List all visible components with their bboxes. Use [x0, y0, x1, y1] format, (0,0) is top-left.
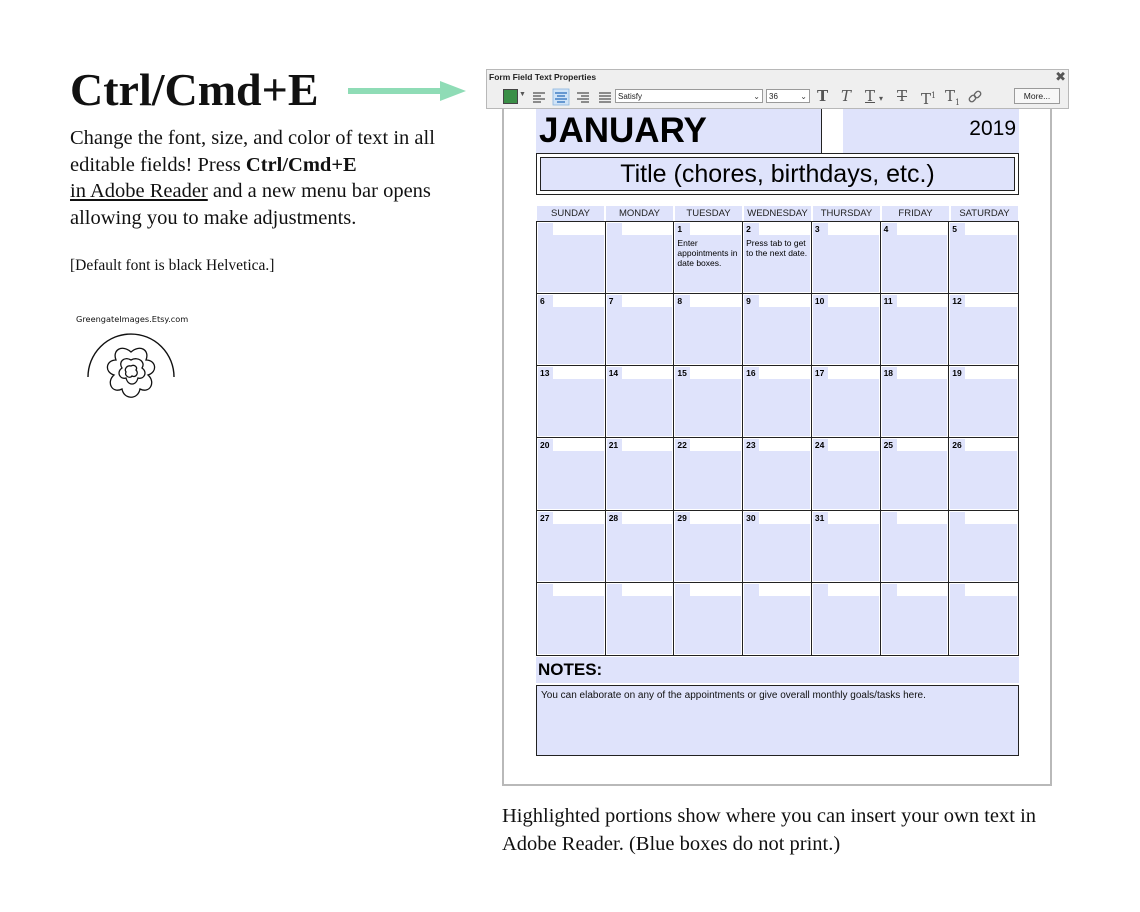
calendar-day-cell	[949, 511, 1018, 583]
weekday-monday: MONDAY	[606, 206, 673, 221]
calendar-day-cell	[743, 222, 812, 294]
underline-icon[interactable]: T	[865, 87, 876, 105]
appointment-field[interactable]	[882, 596, 948, 654]
month-field[interactable]	[536, 109, 822, 153]
appointment-field[interactable]	[675, 451, 741, 508]
appointment-field[interactable]	[950, 451, 1017, 508]
date-number-field[interactable]: 26	[950, 439, 965, 451]
appointment-field[interactable]	[538, 451, 604, 508]
appointment-field[interactable]	[675, 596, 741, 654]
calendar-day-cell	[537, 222, 606, 294]
weekday-tuesday: TUESDAY	[675, 206, 742, 221]
year-text: 2019	[969, 117, 1016, 140]
calendar-day-cell	[881, 294, 950, 366]
appointment-field[interactable]	[607, 307, 673, 364]
appointment-field[interactable]	[882, 307, 948, 364]
weekday-thursday: THURSDAY	[813, 206, 880, 221]
shortcut-bold: Ctrl/Cmd+E	[245, 153, 357, 176]
weekday-header-row	[536, 206, 1019, 221]
weekday-sunday: SUNDAY	[537, 206, 604, 221]
font-family-select[interactable]: Satisfy ⌄	[615, 89, 763, 103]
arrow-right-icon	[348, 80, 466, 102]
date-number-field[interactable]: 9	[744, 295, 759, 307]
appointment-field[interactable]	[744, 524, 810, 581]
appointment-field[interactable]	[607, 596, 673, 654]
align-left-icon[interactable]	[531, 89, 547, 105]
date-number-field[interactable]: 1	[675, 223, 690, 235]
appointment-field[interactable]	[538, 307, 604, 364]
calendar-day-cell	[537, 438, 606, 510]
logo-text: GreengateImages.Etsy.com	[76, 314, 189, 324]
calendar-day-cell	[881, 583, 950, 655]
calendar-day-cell	[949, 294, 1018, 366]
date-number-field[interactable]: 4	[882, 223, 897, 235]
date-number-field[interactable]	[813, 584, 828, 596]
date-number-field[interactable]	[744, 584, 759, 596]
date-number-field[interactable]: 17	[813, 367, 828, 379]
weekday-wednesday: WEDNESDAY	[744, 206, 811, 221]
appointment-field[interactable]	[675, 379, 741, 436]
bottom-caption: Highlighted portions show where you can insert your own text in Adobe Reader. (Blue boxes do not print.)	[502, 805, 1037, 855]
close-icon[interactable]: ✖	[1055, 69, 1066, 84]
date-number-field[interactable]: 5	[950, 223, 965, 235]
date-number-field[interactable]: 28	[607, 512, 622, 524]
date-number-field[interactable]: 12	[950, 295, 965, 307]
appointment-field[interactable]	[882, 451, 948, 508]
date-number-field[interactable]	[950, 584, 965, 596]
date-number-field[interactable]	[675, 584, 690, 596]
adobe-reader-link[interactable]: in Adobe Reader	[70, 180, 208, 202]
date-number-field[interactable]: 8	[675, 295, 690, 307]
appointment-field[interactable]: Enter appointments in date boxes.	[675, 235, 741, 292]
italic-icon[interactable]: T	[841, 87, 852, 105]
appointment-field[interactable]	[813, 235, 879, 292]
calendar-day-cell	[674, 583, 743, 655]
appointment-field[interactable]	[744, 307, 810, 364]
shortcut-heading: Ctrl/Cmd+E	[70, 64, 319, 115]
font-size-select[interactable]: 36 ⌄	[766, 89, 810, 103]
more-button[interactable]: More...	[1014, 88, 1060, 104]
appointment-field[interactable]: Press tab to get to the next date.	[744, 235, 810, 292]
calendar-day-cell	[949, 222, 1018, 294]
appointment-field[interactable]	[538, 596, 604, 654]
calendar-day-cell	[881, 438, 950, 510]
align-justify-icon[interactable]	[597, 89, 613, 105]
appointment-field[interactable]	[950, 596, 1017, 654]
calendar-day-cell	[743, 294, 812, 366]
calendar-day-cell	[949, 366, 1018, 438]
date-number-field[interactable]	[607, 584, 622, 596]
weekday-saturday: SATURDAY	[951, 206, 1018, 221]
date-number-field[interactable]: 10	[813, 295, 828, 307]
chevron-down-icon: ⌄	[753, 92, 760, 101]
calendar-grid	[536, 221, 1019, 656]
appointment-field[interactable]	[950, 524, 1017, 581]
appointment-field[interactable]	[607, 235, 673, 292]
calendar-day-cell	[743, 366, 812, 438]
calendar-day-cell	[606, 583, 675, 655]
strikethrough-icon[interactable]: T	[897, 87, 908, 105]
date-number-field[interactable]: 29	[675, 512, 690, 524]
appointment-field[interactable]	[882, 379, 948, 436]
date-number-field[interactable]: 27	[538, 512, 553, 524]
notes-text: You can elaborate on any of the appointments or give overall monthly goals/tasks here.	[541, 690, 926, 701]
appointment-field[interactable]	[950, 307, 1017, 364]
calendar-day-cell	[606, 294, 675, 366]
superscript-icon[interactable]: $T^1$	[921, 90, 937, 108]
date-number-field[interactable]: 22	[675, 439, 690, 451]
calendar-day-cell	[606, 222, 675, 294]
calendar-day-cell	[812, 294, 881, 366]
appointment-field[interactable]	[744, 379, 810, 436]
calendar-day-cell	[949, 438, 1018, 510]
date-number-field[interactable]: 25	[882, 439, 897, 451]
chevron-down-icon[interactable]: ▾	[879, 94, 884, 103]
notes-header	[536, 657, 1019, 683]
calendar-day-cell	[537, 511, 606, 583]
calendar-day-cell	[674, 294, 743, 366]
calendar-day-cell	[743, 583, 812, 655]
date-number-field[interactable]: 18	[882, 367, 897, 379]
align-right-icon[interactable]	[575, 89, 591, 105]
date-number-field[interactable]	[607, 223, 622, 235]
date-number-field[interactable]: 20	[538, 439, 553, 451]
calendar-day-cell	[743, 511, 812, 583]
calendar-day-cell	[674, 438, 743, 510]
calendar-day-cell	[812, 222, 881, 294]
text-color-swatch[interactable]	[503, 89, 518, 104]
appointment-field[interactable]	[607, 524, 673, 581]
calendar-day-cell	[812, 366, 881, 438]
appointment-field[interactable]	[882, 235, 948, 292]
notes-label: NOTES:	[538, 660, 603, 679]
date-number-field[interactable]: 23	[744, 439, 759, 451]
link-icon[interactable]	[967, 89, 983, 105]
calendar-day-cell	[606, 366, 675, 438]
year-field[interactable]	[843, 109, 1019, 153]
calendar-day-cell	[606, 511, 675, 583]
date-number-field[interactable]: 15	[675, 367, 690, 379]
appointment-field[interactable]	[607, 451, 673, 508]
date-number-field[interactable]: 6	[538, 295, 553, 307]
calendar-day-cell	[812, 511, 881, 583]
date-number-field[interactable]: 11	[882, 295, 897, 307]
weekday-friday: FRIDAY	[882, 206, 949, 221]
date-number-field[interactable]: 30	[744, 512, 759, 524]
notes-field[interactable]	[536, 685, 1019, 756]
date-number-field[interactable]: 21	[607, 439, 622, 451]
calendar-day-cell	[881, 511, 950, 583]
calendar-day-cell	[537, 366, 606, 438]
subscript-icon[interactable]: $T_1$	[945, 87, 961, 107]
date-number-field[interactable]: 13	[538, 367, 553, 379]
appointment-field[interactable]	[744, 596, 810, 654]
appointment-field[interactable]	[813, 524, 879, 581]
date-number-field[interactable]: 3	[813, 223, 828, 235]
default-font-note: [Default font is black Helvetica.]	[70, 257, 275, 274]
calendar-day-cell	[537, 583, 606, 655]
succulent-logo-icon	[76, 314, 189, 432]
appointment-field[interactable]	[744, 451, 810, 508]
chevron-down-icon[interactable]: ▼	[519, 91, 526, 98]
bold-icon[interactable]: T	[817, 87, 829, 105]
appointment-field[interactable]	[538, 379, 604, 436]
form-field-text-properties-toolbar	[486, 69, 1069, 109]
calendar-day-cell	[812, 583, 881, 655]
appointment-field[interactable]	[813, 451, 879, 508]
calendar-day-cell	[949, 583, 1018, 655]
calendar-day-cell	[743, 438, 812, 510]
date-number-field[interactable]	[538, 584, 553, 596]
appointment-field[interactable]	[538, 524, 604, 581]
date-number-field[interactable]: 16	[744, 367, 759, 379]
date-number-field[interactable]	[882, 512, 897, 524]
date-number-field[interactable]: 24	[813, 439, 828, 451]
calendar-day-cell	[812, 438, 881, 510]
appointment-field[interactable]	[882, 524, 948, 581]
appointment-field[interactable]	[813, 379, 879, 436]
chevron-down-icon: ⌄	[800, 92, 807, 101]
instructions-text: Change the font, size, and color of text in all editable fields! Press Ctrl/Cmd+E in Adobe Reader and a new menu bar opens allowing you to make adjustments.	[70, 127, 435, 229]
date-number-field[interactable]	[882, 584, 897, 596]
date-number-field[interactable]: 7	[607, 295, 622, 307]
toolbar-title: Form Field Text Properties	[489, 72, 597, 82]
date-number-field[interactable]	[538, 223, 553, 235]
appointment-field[interactable]	[813, 596, 879, 654]
appointment-field[interactable]	[675, 524, 741, 581]
month-name: JANUARY	[539, 111, 707, 150]
appointment-field[interactable]	[607, 379, 673, 436]
date-number-field[interactable]: 2	[744, 223, 759, 235]
calendar-day-cell	[881, 222, 950, 294]
date-number-field[interactable]: 14	[607, 367, 622, 379]
appointment-field[interactable]	[813, 307, 879, 364]
appointment-field[interactable]	[538, 235, 604, 292]
date-number-field[interactable]	[950, 512, 965, 524]
calendar-title-field[interactable]: Title (chores, birthdays, etc.)	[540, 157, 1015, 191]
appointment-field[interactable]	[950, 235, 1017, 292]
calendar-day-cell	[606, 438, 675, 510]
calendar-title-frame	[536, 153, 1019, 195]
align-center-icon[interactable]	[553, 89, 569, 105]
calendar-day-cell	[537, 294, 606, 366]
calendar-day-cell	[881, 366, 950, 438]
calendar-day-cell	[674, 222, 743, 294]
date-number-field[interactable]: 31	[813, 512, 828, 524]
calendar-day-cell	[674, 366, 743, 438]
appointment-field[interactable]	[675, 307, 741, 364]
date-number-field[interactable]: 19	[950, 367, 965, 379]
calendar-day-cell	[674, 511, 743, 583]
appointment-field[interactable]	[950, 379, 1017, 436]
